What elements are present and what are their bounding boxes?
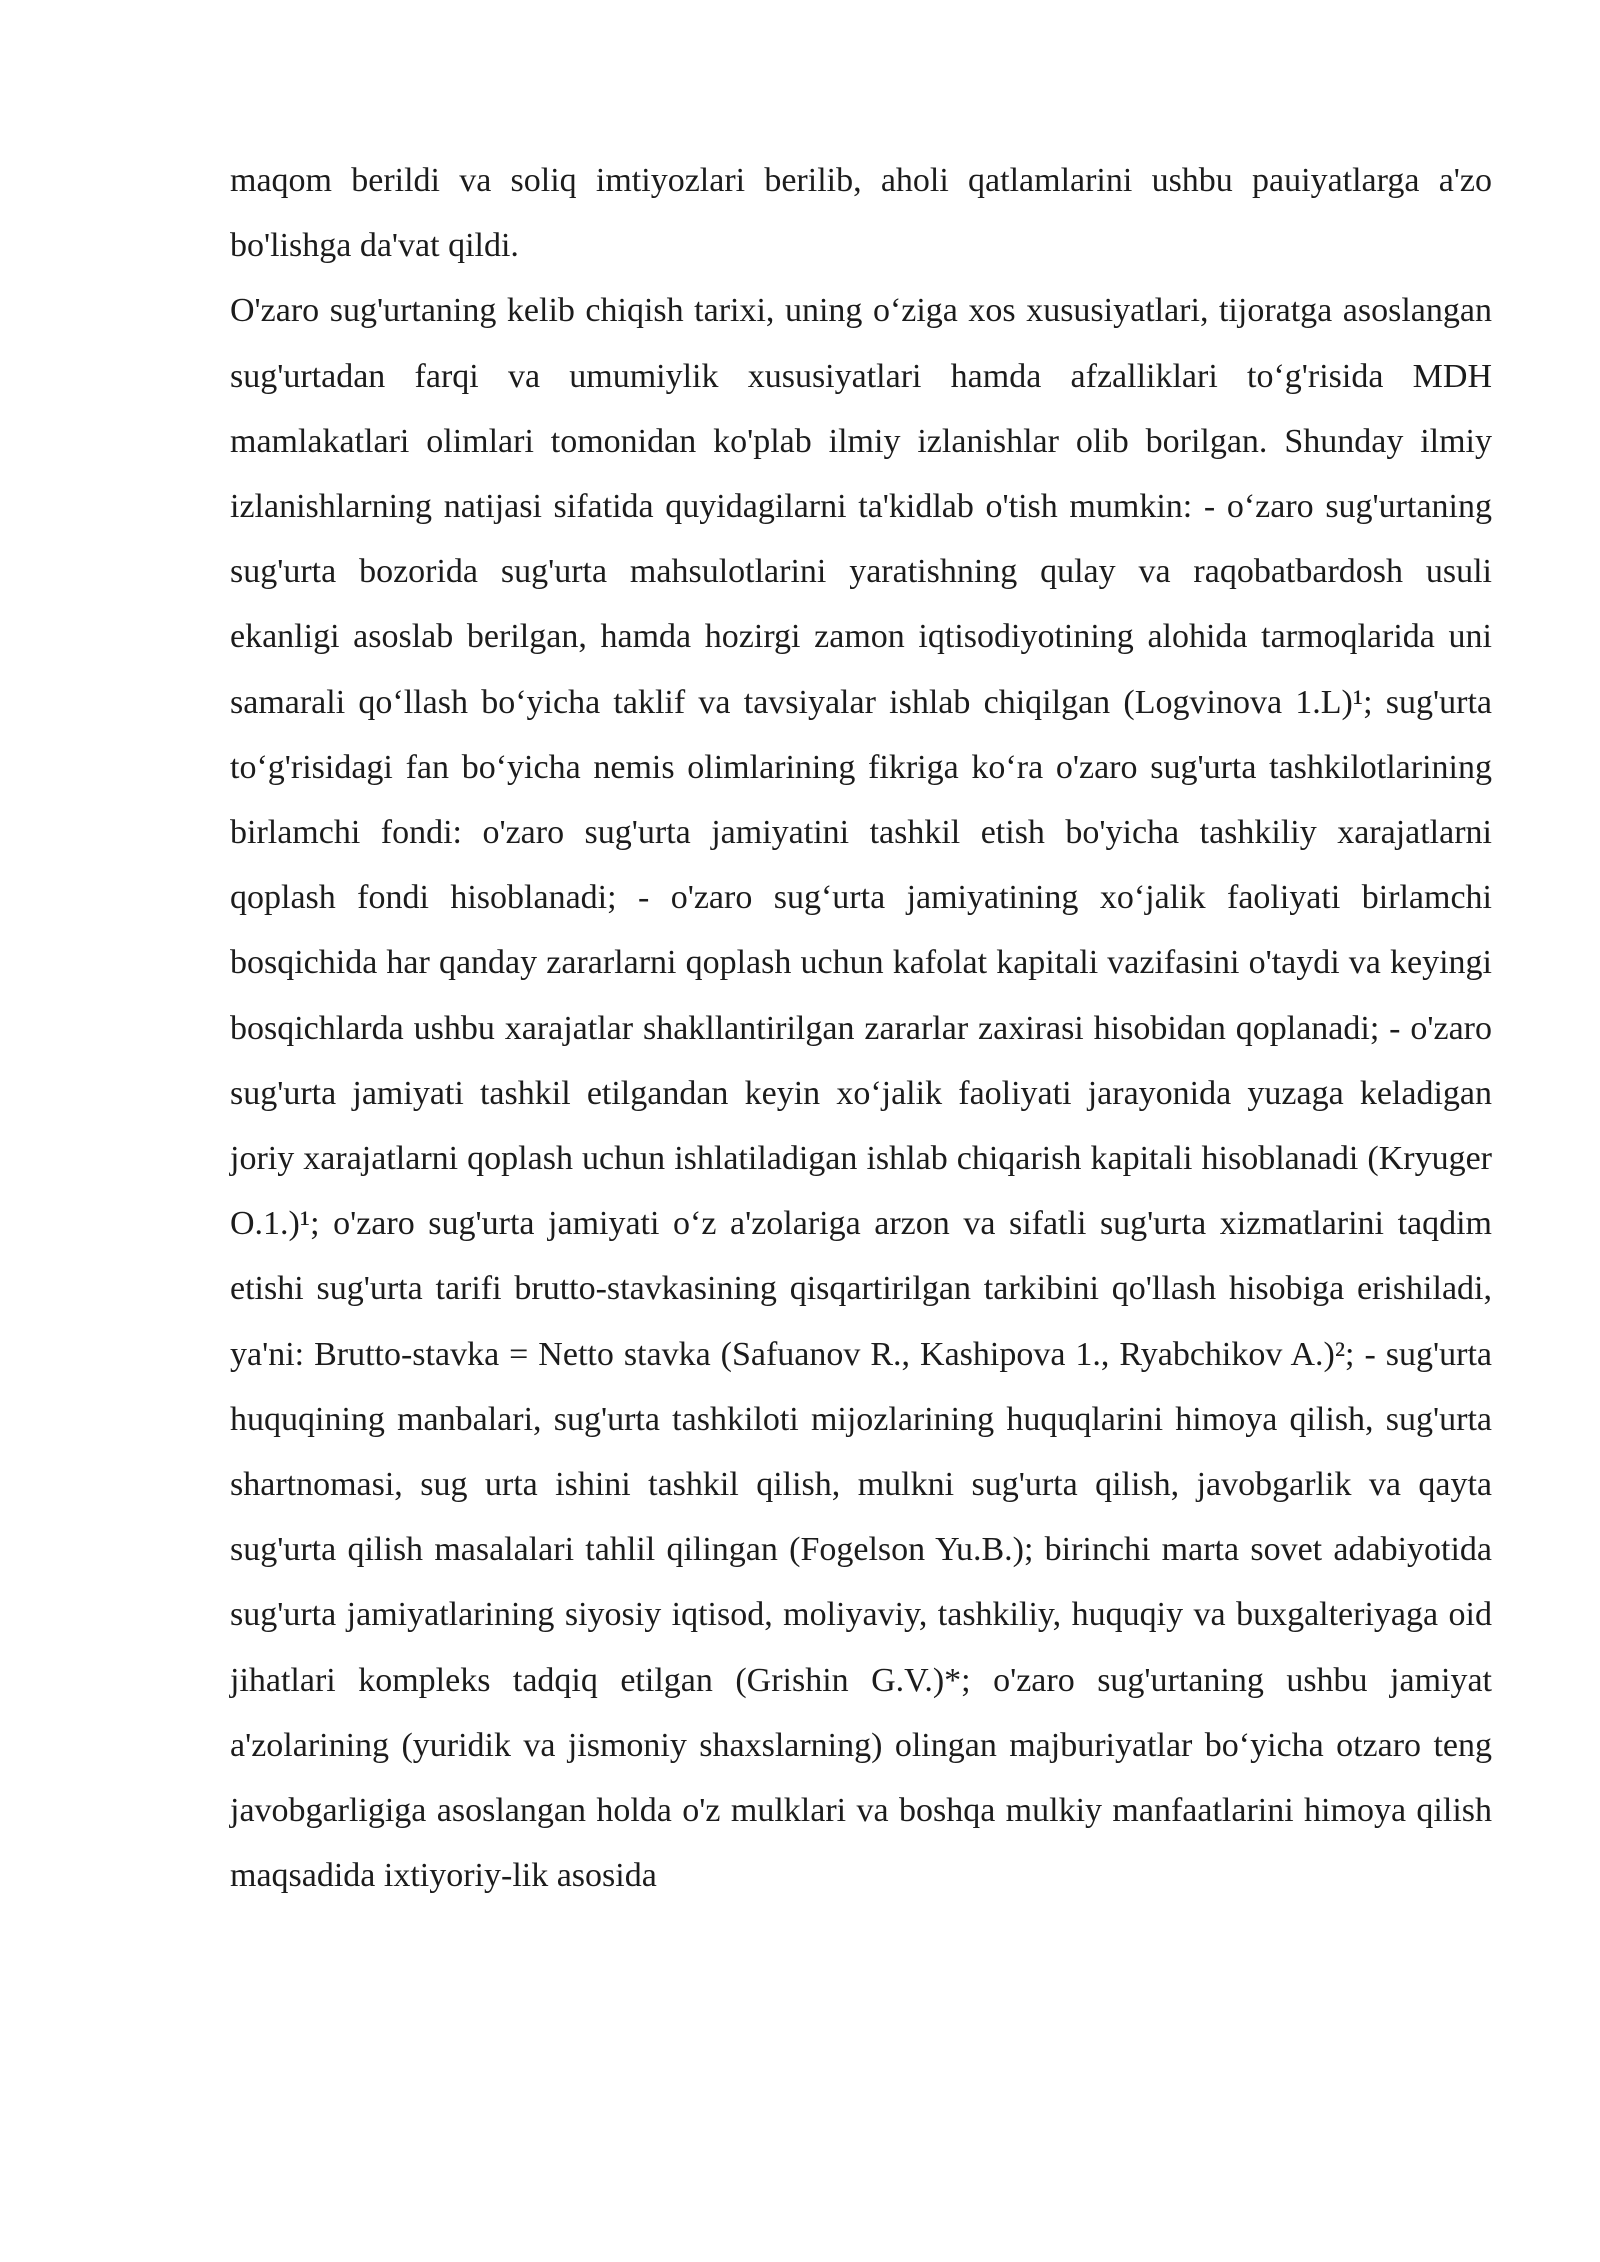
paragraph-intro: maqom berildi va soliq imtiyozlari berilib, aholi qatlamlarini ushbu pauiyatlarga a'zo bo'lishga da'vat qildi. <box>230 162 1492 265</box>
body-text <box>230 148 1492 1908</box>
paragraph-mutual-insurance: O'zaro sug'urtaning kelib chiqish tarixi, uning o‘ziga xos xususiyatlari, tijoratga asoslangan sug'urtadan farqi va umumiylik xususiyatlari hamda afzalliklari to‘g'risida MDH mamlakatlari olimlari tomonidan ko'plab ilmiy izlanishlar olib borilgan. Shunday ilmiy izlanishlarning natijasi sifatida quyidagilarni ta'kidlab o'tish mumkin: - o‘zaro sug'urtaning sug'urta bozorida sug'urta mahsulotlarini yaratishning qulay va raqobatbardosh usuli ekanligi asoslab berilgan, hamda hozirgi zamon iqtisodiyotining alohida tarmoqlarida uni samarali qo‘llash bo‘yicha taklif va tavsiyalar ishlab chiqilgan (Logvinova 1.L)¹; sug'urta to‘g'risidagi fan bo‘yicha nemis olimlarining fikriga ko‘ra o'zaro sug'urta tashkilotlarining birlamchi fondi: o'zaro sug'urta jamiyatini tashkil etish bo'yicha tashkiliy xarajatlarni qoplash fondi hisoblanadi; - o'zaro sug‘urta jamiyatining xo‘jalik faoliyati birlamchi bosqichida har qanday zararlarni qoplash uchun kafolat kapitali vazifasini o'taydi va keyingi bosqichlarda ushbu xarajatlar shakllantirilgan zararlar zaxirasi hisobidan qoplanadi; - o'zaro sug'urta jamiyati tashkil etilgandan keyin xo‘jalik faoliyati jarayonida yuzaga keladigan joriy xarajatlarni qoplash uchun ishlatiladigan ishlab chiqarish kapitali hisoblanadi (Kryuger O.1.)¹; o'zaro sug'urta jamiyati o‘z a'zolariga arzon va sifatli sug'urta xizmatlarini taqdim etishi sug'urta tarifi brutto-stavkasining qisqartirilgan tarkibini qo'llash hisobiga erishiladi, ya'ni: Brutto-stavka = Netto stavka (Safuanov R., Kashipova 1., Ryabchikov A.)²; - sug'urta huquqining manbalari, sug'urta tashkiloti mijozlarining huquqlarini himoya qilish, sug'urta shartnomasi, sug urta ishini tashkil qilish, mulkni sug'urta qilish, javobgarlik va qayta sug'urta qilish masalalari tahlil qilingan (Fogelson Yu.B.); birinchi marta sovet adabiyotida sug'urta jamiyatlarining siyosiy iqtisod, moliyaviy, tashkiliy, huquqiy va buxgalteriyaga oid jihatlari kompleks tadqiq etilgan (Grishin G.V.)*; o'zaro sug'urtaning ushbu jamiyat a'zolarining (yuridik va jismoniy shaxslarning) olingan majburiyatlar bo‘yicha otzaro teng javobgarligiga asoslangan holda o'z mulklari va boshqa mulkiy manfaatlarini himoya qilish maqsadida ixtiyoriy-lik asosida <box>230 292 1492 1895</box>
